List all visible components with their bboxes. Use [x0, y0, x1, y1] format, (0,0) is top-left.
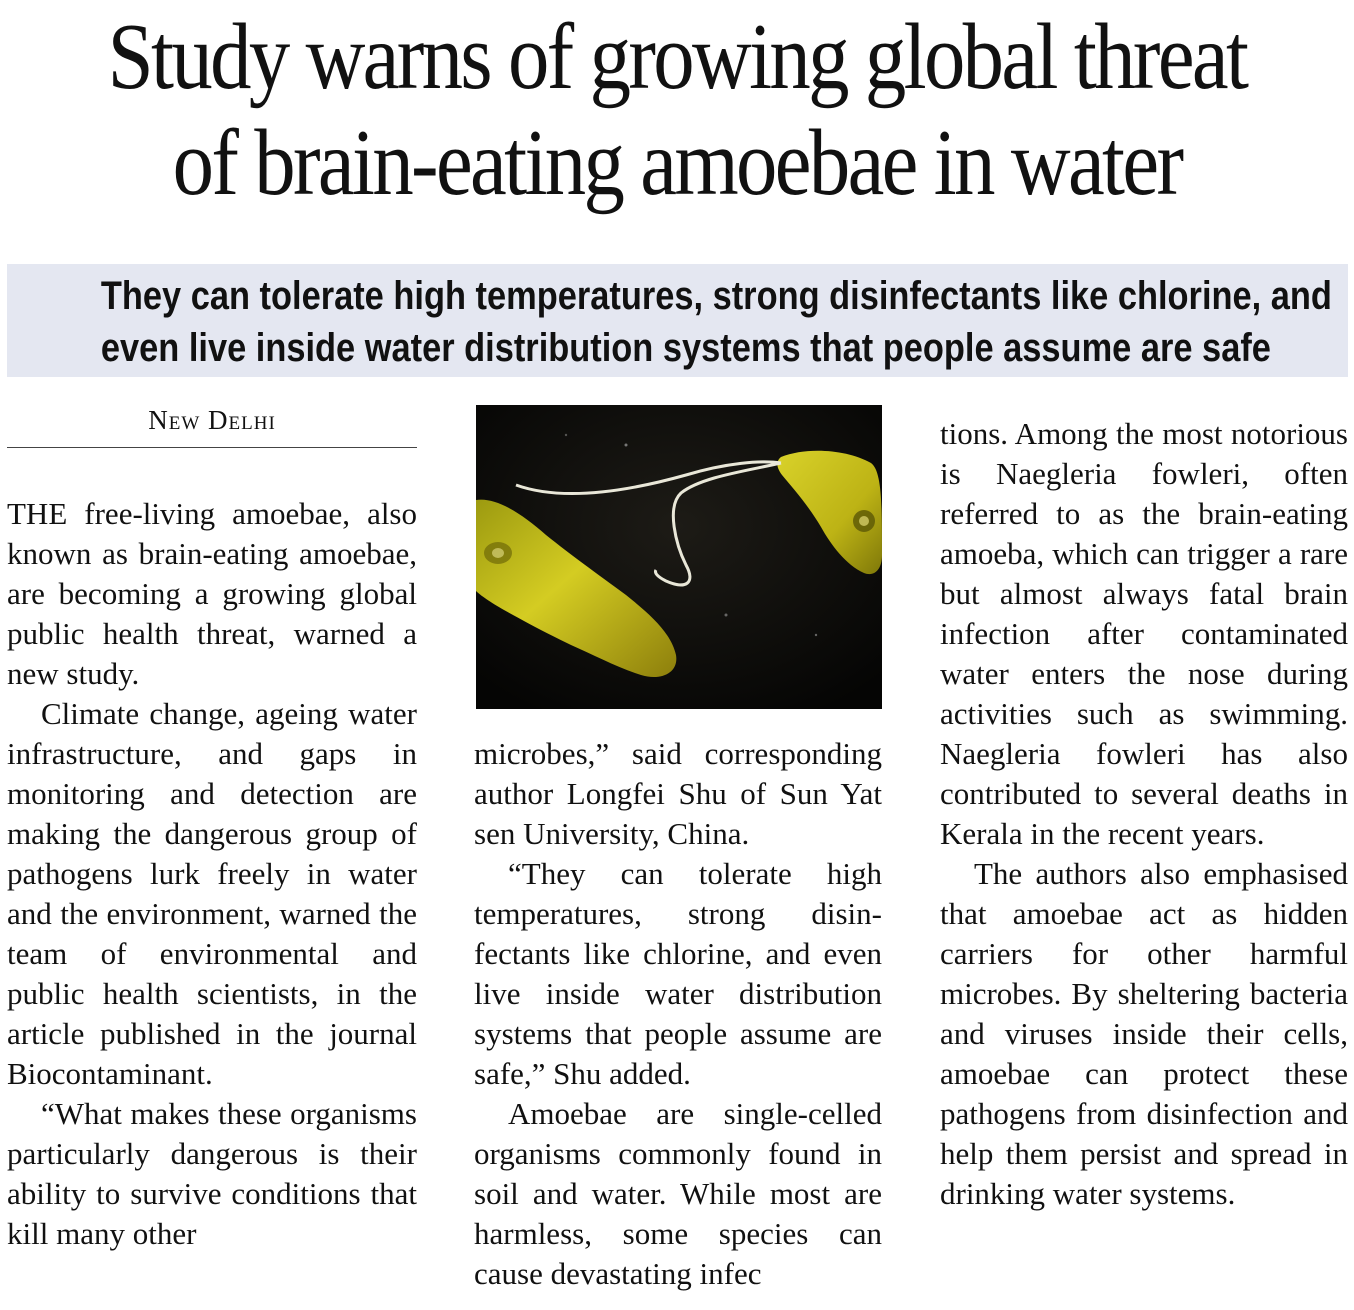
paragraph: tions. Among the most notorious is Naegleria fowleri, often referred to as the brain-eating amoeba, which can trigger a rare but almost always fatal brain infection after contaminated water enters the nose during activities such as swimming. Naegleria fowleri has also contributed to several deaths in Kerala in the recent years.: [940, 416, 1348, 851]
paragraph: THE free-living amoebae, also known as brain-eating amoebae, are becoming a growing global public health threat, warned a new study.: [7, 496, 417, 691]
dateline: New Delhi: [7, 398, 417, 448]
headline-line-1: Study warns of growing global threat: [107, 5, 1247, 109]
paragraph: microbes,” said corresponding author Longfei Shu of Sun Yat sen University, China.: [474, 736, 882, 851]
deck-line-2: even live inside water distribution systems that people assume are safe: [100, 326, 1271, 370]
paragraph: “They can tolerate high temperatures, strong disinfectants like chlorine, and even live inside water distribution systems that people assume are safe,” Shu added.: [474, 856, 882, 1091]
deck-line-1: They can tolerate high temperatures, strong disinfectants like chlorine, and: [100, 274, 1332, 318]
subheadline-deck: [7, 264, 1348, 377]
article-column-3: [940, 414, 1348, 1214]
paragraph: Climate change, ageing water infrastructure, and gaps in monitoring and detection are making the dangerous group of pathogens lurk freely in water and the environment, warned the team of environmental and public health scientists, in the article published in the journal Biocontaminant.: [7, 696, 417, 1091]
article-column-2: [474, 734, 882, 1294]
amoeba-photo: [476, 405, 882, 709]
article-column-1: [7, 494, 417, 1254]
headline-line-2: of brain-eating amoebae in water: [172, 111, 1182, 215]
amoeba-image: [476, 405, 882, 709]
headline: [81, 0, 1273, 216]
paragraph: The authors also emphasised that amoebae act as hidden carriers for other harmful microbes. By sheltering bacteria and viruses inside their cells, amoebae can protect these pathogens from disinfection and help them persist and spread in drinking water systems.: [940, 856, 1348, 1211]
paragraph: “What makes these organisms particularly dangerous is their ability to survive conditions that kill many other: [7, 1096, 417, 1251]
paragraph: Amoebae are single-celled organisms commonly found in soil and water. While most are harmless, some species can cause devastating infec: [474, 1096, 882, 1291]
